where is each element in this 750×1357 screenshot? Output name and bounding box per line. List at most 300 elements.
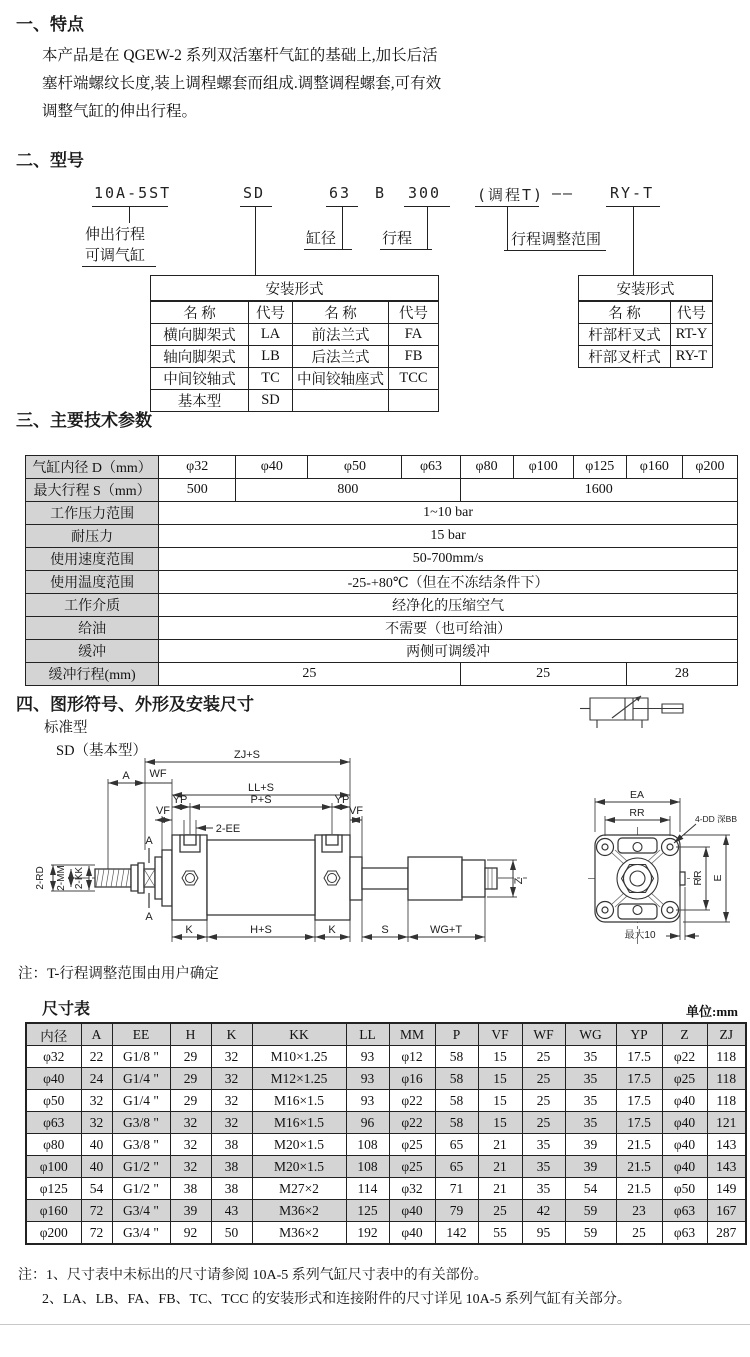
dim-cell: 43	[211, 1200, 252, 1222]
dim-cell: 32	[211, 1046, 252, 1068]
dim-label-zj-s: ZJ+S	[234, 749, 260, 761]
dim-cell: M20×1.5	[252, 1134, 346, 1156]
params-value-cell: φ50	[308, 456, 402, 479]
dim-cell: 58	[435, 1046, 478, 1068]
mount-cell: 轴向脚架式	[151, 346, 249, 368]
mount-cell: SD	[249, 390, 293, 412]
dim-cell: 143	[707, 1156, 746, 1178]
bottom-divider	[0, 1324, 750, 1325]
dim-cell: 65	[435, 1156, 478, 1178]
dim-cell: 121	[707, 1112, 746, 1134]
model-code-adjust: (调程T)	[477, 186, 545, 204]
dim-cell: 32	[211, 1090, 252, 1112]
params-row-label: 使用温度范围	[26, 571, 159, 594]
dim-cell: M27×2	[252, 1178, 346, 1200]
dimension-table	[25, 1022, 747, 1245]
dim-cell: 149	[707, 1178, 746, 1200]
pneumatic-symbol-drawing	[580, 685, 750, 735]
params-table-row	[26, 640, 738, 663]
params-table-row	[26, 594, 738, 617]
dim-cell: φ40	[662, 1134, 707, 1156]
params-row-label: 工作压力范围	[26, 502, 159, 525]
dim-col-header: MM	[389, 1023, 435, 1046]
mount-col-header: 名 称	[293, 301, 389, 324]
dim-cell: 15	[478, 1090, 522, 1112]
dim-table-row	[26, 1068, 746, 1090]
label-underline	[380, 249, 432, 250]
mount-table-title: 安装形式	[579, 276, 713, 302]
connector-dash: ——	[552, 184, 575, 202]
dim-cell: φ16	[389, 1068, 435, 1090]
connector-line	[342, 206, 343, 249]
params-value-cell: φ200	[682, 456, 737, 479]
dim-cell: 287	[707, 1222, 746, 1245]
connector-line	[255, 206, 256, 275]
dim-cell: φ22	[389, 1090, 435, 1112]
dim-cell: 40	[81, 1156, 112, 1178]
mount-col-header: 代号	[671, 301, 713, 324]
dim-cell: 32	[211, 1068, 252, 1090]
section-mark-a-top: A	[145, 835, 153, 847]
dim-cell: 59	[565, 1222, 616, 1245]
dim-table-header-row	[26, 1023, 746, 1046]
dim-cell: 32	[170, 1112, 211, 1134]
dim-cell: M36×2	[252, 1200, 346, 1222]
label-adjust-range: 行程调整范围	[511, 232, 602, 248]
mount-table-left	[150, 275, 439, 412]
dim-cell: 40	[81, 1134, 112, 1156]
dim-cell: G1/8 "	[112, 1046, 170, 1068]
params-value-cell: 经净化的压缩空气	[159, 594, 738, 617]
mount-cell: RT-Y	[671, 324, 713, 346]
params-row-label: 耐压力	[26, 525, 159, 548]
mount-cell: 杆部叉杆式	[579, 346, 671, 368]
dim-cell: M10×1.25	[252, 1046, 346, 1068]
dim-label-p-s: P+S	[250, 794, 272, 806]
dim-cell: 55	[478, 1222, 522, 1245]
params-value-cell: φ80	[460, 456, 513, 479]
mount-cell: 后法兰式	[293, 346, 389, 368]
mount-cell: FA	[389, 324, 439, 346]
dim-label-vf-left: VF	[155, 805, 171, 817]
dim-cell: 108	[346, 1134, 389, 1156]
mount-col-header: 名 称	[579, 301, 671, 324]
params-table-row	[26, 617, 738, 640]
dim-table-row	[26, 1046, 746, 1068]
footnote-2: 2、LA、LB、FA、FB、TC、TCC 的安装形式和连接附件的尺寸详见 10A-5 系列气缸有关部分。	[42, 1292, 631, 1307]
dim-cell: φ32	[26, 1046, 81, 1068]
dim-cell: 29	[170, 1068, 211, 1090]
params-row-label: 使用速度范围	[26, 548, 159, 571]
dim-cell: 72	[81, 1200, 112, 1222]
features-line: 本产品是在 QGEW-2 系列双活塞杆气缸的基础上,加长后活	[42, 47, 438, 64]
dim-cell: 54	[81, 1178, 112, 1200]
dim-col-header: P	[435, 1023, 478, 1046]
drawing-subtitle-sd: SD（基本型）	[56, 743, 148, 759]
label-underline	[82, 266, 156, 267]
params-row-label: 工作介质	[26, 594, 159, 617]
dim-col-header: YP	[616, 1023, 662, 1046]
mount-table-row	[151, 346, 439, 368]
dim-cell: 25	[616, 1222, 662, 1245]
dim-cell: 59	[565, 1200, 616, 1222]
dim-cell: 35	[565, 1112, 616, 1134]
params-value-cell: 800	[236, 479, 460, 502]
dim-cell: 21	[478, 1156, 522, 1178]
dim-cell: 38	[211, 1178, 252, 1200]
dim-label-2rd: 2-RD	[35, 866, 46, 890]
mount-col-header: 名 称	[151, 301, 249, 324]
dim-cell: 38	[211, 1156, 252, 1178]
dim-cell: 17.5	[616, 1112, 662, 1134]
label-bore: 缸径	[306, 231, 337, 247]
code-underline	[240, 206, 272, 207]
dim-cell: φ200	[26, 1222, 81, 1245]
dim-cell: 21.5	[616, 1156, 662, 1178]
dim-cell: 32	[211, 1112, 252, 1134]
params-value-cell: φ125	[573, 456, 626, 479]
dim-cell: G3/4 "	[112, 1222, 170, 1245]
dim-cell: 95	[522, 1222, 565, 1245]
dim-cell: 72	[81, 1222, 112, 1245]
dim-cell: 58	[435, 1112, 478, 1134]
dim-col-header: WF	[522, 1023, 565, 1046]
dim-cell: 21	[478, 1134, 522, 1156]
dim-table-row	[26, 1222, 746, 1245]
dim-cell: 58	[435, 1090, 478, 1112]
label-underline	[304, 249, 352, 250]
dim-cell: 32	[170, 1134, 211, 1156]
dim-table-row	[26, 1200, 746, 1222]
dim-cell: 93	[346, 1068, 389, 1090]
dim-cell: φ22	[389, 1112, 435, 1134]
params-table-row	[26, 502, 738, 525]
dim-cell: 79	[435, 1200, 478, 1222]
mount-table-title: 安装形式	[151, 276, 439, 302]
dim-cell: G1/4 "	[112, 1090, 170, 1112]
dim-cell: 29	[170, 1090, 211, 1112]
label-stroke: 行程	[382, 231, 413, 247]
mount-table-row	[579, 324, 713, 346]
dim-cell: 21.5	[616, 1178, 662, 1200]
dim-label-rr-side: RR	[692, 870, 704, 886]
cylinder-end-view-drawing	[588, 782, 748, 964]
model-code-mount: SD	[243, 184, 266, 202]
dim-col-header: EE	[112, 1023, 170, 1046]
dim-cell: 35	[522, 1156, 565, 1178]
dim-label-4dd-bb: 4-DD 深BB	[694, 814, 738, 824]
mount-cell: RY-T	[671, 346, 713, 368]
connector-line	[427, 206, 428, 249]
dim-cell: φ25	[389, 1156, 435, 1178]
mount-cell: TC	[249, 368, 293, 390]
dim-label-vf-right: VF	[348, 805, 364, 817]
dim-label-k-left: K	[185, 924, 193, 936]
dim-cell: G1/4 "	[112, 1068, 170, 1090]
dim-cell: 50	[211, 1222, 252, 1245]
dim-cell: 108	[346, 1156, 389, 1178]
dim-cell: φ40	[26, 1068, 81, 1090]
dim-cell: 42	[522, 1200, 565, 1222]
dim-cell: 15	[478, 1068, 522, 1090]
dim-cell: φ50	[26, 1090, 81, 1112]
dim-cell: 38	[211, 1134, 252, 1156]
section1-heading: 一、特点	[16, 15, 84, 34]
dim-cell: 118	[707, 1046, 746, 1068]
model-code-stroke: 300	[408, 184, 442, 202]
dim-cell: 32	[170, 1156, 211, 1178]
params-row-label: 气缸内径 D（mm）	[26, 456, 159, 479]
params-value-cell: φ63	[402, 456, 460, 479]
dim-cell: 15	[478, 1112, 522, 1134]
dim-cell: M16×1.5	[252, 1112, 346, 1134]
dim-cell: 25	[478, 1200, 522, 1222]
dim-cell: φ100	[26, 1156, 81, 1178]
dim-cell: 21	[478, 1178, 522, 1200]
features-paragraph	[42, 42, 441, 126]
mount-table-row	[151, 368, 439, 390]
mount-cell: LB	[249, 346, 293, 368]
params-value-cell: 15 bar	[159, 525, 738, 548]
dim-cell: 93	[346, 1090, 389, 1112]
model-code-cushion: B	[375, 184, 387, 202]
dim-cell: φ63	[662, 1222, 707, 1245]
dim-cell: φ25	[389, 1134, 435, 1156]
section4-heading: 四、图形符号、外形及安装尺寸	[16, 695, 254, 714]
dim-cell: 38	[170, 1178, 211, 1200]
dim-cell: 35	[522, 1134, 565, 1156]
dim-cell: 93	[346, 1046, 389, 1068]
dim-cell: 17.5	[616, 1046, 662, 1068]
params-row-label: 缓冲	[26, 640, 159, 663]
dim-cell: 21.5	[616, 1134, 662, 1156]
dim-cell: 25	[522, 1112, 565, 1134]
mount-col-header: 代号	[389, 301, 439, 324]
dim-cell: φ50	[662, 1178, 707, 1200]
dim-label-max10: 最大10	[624, 930, 656, 941]
dim-cell: 35	[565, 1068, 616, 1090]
dim-cell: φ63	[662, 1200, 707, 1222]
dim-cell: 143	[707, 1134, 746, 1156]
dim-cell: φ160	[26, 1200, 81, 1222]
dim-cell: 118	[707, 1068, 746, 1090]
params-value-cell: -25-+80℃（但在不冻结条件下）	[159, 571, 738, 594]
connector-line	[507, 206, 508, 250]
params-value-cell: 500	[159, 479, 236, 502]
dim-cell: G3/8 "	[112, 1112, 170, 1134]
dim-label-2kk: 2-KK	[74, 866, 85, 890]
dim-table-row	[26, 1090, 746, 1112]
dim-cell: 71	[435, 1178, 478, 1200]
dim-label-2mm: 2-MM	[56, 865, 67, 891]
params-row-label: 给油	[26, 617, 159, 640]
dim-label-ll-s: LL+S	[248, 782, 274, 794]
dim-cell: φ12	[389, 1046, 435, 1068]
dim-cell: 118	[707, 1090, 746, 1112]
dim-col-header: WG	[565, 1023, 616, 1046]
mount-cell: 基本型	[151, 390, 249, 412]
params-value-cell: 不需要（也可给油）	[159, 617, 738, 640]
dim-cell: φ40	[662, 1090, 707, 1112]
mount-cell	[293, 390, 389, 412]
section-mark-a-bottom: A	[145, 911, 153, 923]
dim-cell: φ22	[662, 1046, 707, 1068]
dim-table-row	[26, 1134, 746, 1156]
dim-table-unit: 单位:mm	[686, 1004, 738, 1019]
dim-label-yp-left: YP	[172, 794, 188, 806]
code-underline	[92, 206, 168, 207]
dim-cell: φ40	[662, 1112, 707, 1134]
dim-col-header: A	[81, 1023, 112, 1046]
dim-cell: 65	[435, 1134, 478, 1156]
dim-cell: 17.5	[616, 1090, 662, 1112]
dim-col-header: LL	[346, 1023, 389, 1046]
dim-cell: 25	[522, 1068, 565, 1090]
params-table-row	[26, 479, 738, 502]
dim-label-wf: WF	[149, 768, 167, 780]
label-name-line1: 伸出行程	[85, 227, 146, 243]
params-table-row	[26, 525, 738, 548]
mount-cell: LA	[249, 324, 293, 346]
dim-cell: M12×1.25	[252, 1068, 346, 1090]
mount-cell: 中间铰轴式	[151, 368, 249, 390]
dim-cell: G3/8 "	[112, 1134, 170, 1156]
params-table-row	[26, 456, 738, 479]
dim-cell: 39	[565, 1134, 616, 1156]
mount-table-row	[579, 346, 713, 368]
dim-col-header: ZJ	[707, 1023, 746, 1046]
dim-cell: φ40	[389, 1200, 435, 1222]
dim-cell: φ25	[662, 1068, 707, 1090]
dim-label-ea: EA	[629, 789, 645, 801]
params-value-cell: φ40	[236, 456, 308, 479]
dim-cell: φ63	[26, 1112, 81, 1134]
dim-cell: 32	[81, 1090, 112, 1112]
dim-cell: 58	[435, 1068, 478, 1090]
dim-cell: 54	[565, 1178, 616, 1200]
params-row-label: 最大行程 S（mm）	[26, 479, 159, 502]
mount-cell: 前法兰式	[293, 324, 389, 346]
label-underline	[504, 250, 606, 251]
section2-heading: 二、型号	[16, 151, 84, 170]
mount-cell: 横向脚架式	[151, 324, 249, 346]
dim-cell: 29	[170, 1046, 211, 1068]
params-row-label: 缓冲行程(mm)	[26, 663, 159, 686]
params-value-cell: φ160	[626, 456, 682, 479]
dim-label-z: Z	[513, 877, 525, 885]
dim-cell: φ40	[662, 1156, 707, 1178]
dim-cell: 167	[707, 1200, 746, 1222]
dim-col-header: Z	[662, 1023, 707, 1046]
dim-cell: 39	[565, 1156, 616, 1178]
dim-label-h-s: H+S	[250, 924, 272, 936]
mount-cell	[389, 390, 439, 412]
features-line: 塞杆端螺纹长度,装上调程螺套而组成.调整调程螺套,可有效	[42, 75, 442, 92]
model-code-rodend: RY-T	[610, 184, 655, 202]
section3-heading: 三、主要技术参数	[16, 411, 152, 430]
dim-label-wg-t: WG+T	[429, 924, 463, 936]
dim-cell: 35	[565, 1046, 616, 1068]
label-name-line2: 可调气缸	[85, 248, 146, 264]
dim-label-s: S	[381, 924, 389, 936]
mount-table-row	[151, 324, 439, 346]
dim-table-row	[26, 1156, 746, 1178]
mount-cell: TCC	[389, 368, 439, 390]
params-table-row	[26, 548, 738, 571]
dim-cell: M20×1.5	[252, 1156, 346, 1178]
params-value-cell: 25	[460, 663, 626, 686]
dim-cell: 142	[435, 1222, 478, 1245]
cylinder-side-view-drawing	[25, 750, 585, 962]
dim-cell: 22	[81, 1046, 112, 1068]
drawing-subtitle-standard: 标准型	[44, 720, 88, 736]
dim-cell: 192	[346, 1222, 389, 1245]
mount-cell: 中间铰轴座式	[293, 368, 389, 390]
params-value-cell: 两侧可调缓冲	[159, 640, 738, 663]
dim-cell: 24	[81, 1068, 112, 1090]
dim-col-header: VF	[478, 1023, 522, 1046]
dim-cell: M36×2	[252, 1222, 346, 1245]
dim-label-a: A	[122, 770, 130, 782]
params-value-cell: 50-700mm/s	[159, 548, 738, 571]
params-value-cell: 25	[159, 663, 460, 686]
drawing-note: 注：T-行程调整范围由用户确定	[18, 966, 219, 982]
dim-cell: φ125	[26, 1178, 81, 1200]
dim-cell: G1/2 "	[112, 1156, 170, 1178]
dim-label-rr-top: RR	[629, 807, 645, 819]
dim-cell: 125	[346, 1200, 389, 1222]
dim-cell: φ40	[389, 1222, 435, 1245]
params-table	[25, 455, 738, 686]
connector-line	[633, 206, 634, 275]
dim-cell: 96	[346, 1112, 389, 1134]
dim-table-row	[26, 1112, 746, 1134]
dim-cell: 25	[522, 1046, 565, 1068]
dim-label-2ee: 2-EE	[215, 823, 241, 835]
dim-cell: 15	[478, 1046, 522, 1068]
dim-col-header: H	[170, 1023, 211, 1046]
mount-cell: FB	[389, 346, 439, 368]
footnote-1: 注：1、尺寸表中未标出的尺寸请参阅 10A-5 系列气缸尺寸表中的有关部份。	[18, 1268, 488, 1283]
dim-cell: 17.5	[616, 1068, 662, 1090]
dim-table-title: 尺寸表	[42, 1001, 91, 1018]
params-value-cell: 1600	[460, 479, 737, 502]
dim-col-header: 内径	[26, 1023, 81, 1046]
dim-cell: 35	[522, 1178, 565, 1200]
dim-cell: 23	[616, 1200, 662, 1222]
model-code-base: 10A-5ST	[94, 184, 172, 202]
dim-label-k-right: K	[328, 924, 336, 936]
dim-cell: 25	[522, 1090, 565, 1112]
mount-table-row	[151, 390, 439, 412]
params-value-cell: φ100	[513, 456, 573, 479]
dim-cell: M16×1.5	[252, 1090, 346, 1112]
connector-line	[129, 206, 130, 223]
model-code-bore: 63	[329, 184, 352, 202]
params-value-cell: φ32	[159, 456, 236, 479]
dim-table-row	[26, 1178, 746, 1200]
dim-cell: 35	[565, 1090, 616, 1112]
params-value-cell: 28	[626, 663, 737, 686]
mount-col-header: 代号	[249, 301, 293, 324]
dim-cell: G1/2 "	[112, 1178, 170, 1200]
features-line: 调整气缸的伸出行程。	[42, 103, 198, 120]
dim-cell: 92	[170, 1222, 211, 1245]
dim-cell: 32	[81, 1112, 112, 1134]
params-table-row	[26, 663, 738, 686]
dim-col-header: KK	[252, 1023, 346, 1046]
dim-cell: 114	[346, 1178, 389, 1200]
